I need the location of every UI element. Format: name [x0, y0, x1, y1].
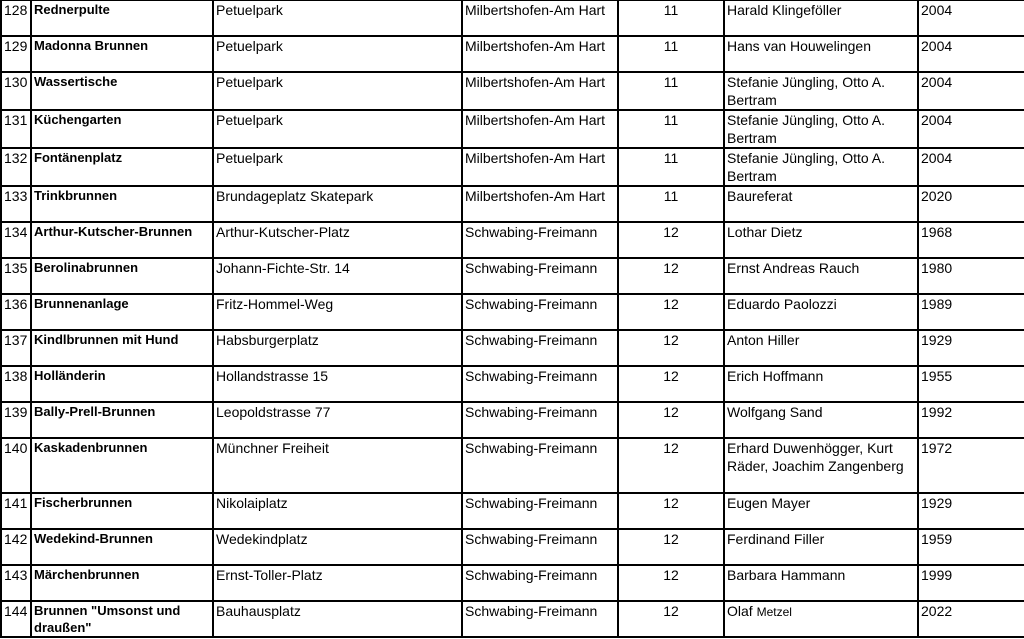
fountain-district: Milbertshofen-Am Hart — [462, 36, 618, 72]
district-number: 11 — [618, 186, 724, 222]
row-number: 137 — [1, 330, 31, 366]
fountain-name: Kaskadenbrunnen — [31, 438, 213, 493]
row-number: 139 — [1, 402, 31, 438]
fountain-district: Schwabing-Freimann — [462, 222, 618, 258]
artist-last-name: Metzel — [756, 605, 792, 619]
fountain-artist: Wolfgang Sand — [724, 402, 918, 438]
row-number: 134 — [1, 222, 31, 258]
fountain-artist: Barbara Hammann — [724, 565, 918, 601]
district-number: 12 — [618, 222, 724, 258]
fountain-artist: Lothar Dietz — [724, 222, 918, 258]
fountain-district: Schwabing-Freimann — [462, 402, 618, 438]
district-number: 12 — [618, 529, 724, 565]
row-number: 136 — [1, 294, 31, 330]
fountain-location: Ernst-Toller-Platz — [213, 565, 462, 601]
district-number: 12 — [618, 366, 724, 402]
district-number: 11 — [618, 148, 724, 186]
fountain-district: Schwabing-Freimann — [462, 601, 618, 637]
table-row — [1, 565, 1024, 601]
fountain-district: Schwabing-Freimann — [462, 529, 618, 565]
fountain-name: Berolinabrunnen — [31, 258, 213, 294]
table-row — [1, 330, 1024, 366]
fountain-year: 1929 — [918, 493, 1024, 529]
fountain-name: Trinkbrunnen — [31, 186, 213, 222]
row-number: 129 — [1, 36, 31, 72]
district-number: 11 — [618, 0, 724, 36]
fountain-artist: Eduardo Paolozzi — [724, 294, 918, 330]
table-row — [1, 601, 1024, 637]
table-row — [1, 294, 1024, 330]
fountain-location: Petuelpark — [213, 72, 462, 110]
fountain-name: Küchengarten — [31, 110, 213, 148]
fountain-artist — [724, 601, 918, 637]
table-row — [1, 438, 1024, 493]
district-number: 11 — [618, 110, 724, 148]
artist-first-name: Olaf — [727, 603, 753, 619]
fountain-artist: Harald Klingeföller — [724, 0, 918, 36]
fountain-year: 1980 — [918, 258, 1024, 294]
fountain-location: Wedekindplatz — [213, 529, 462, 565]
table-row — [1, 36, 1024, 72]
district-number: 12 — [618, 493, 724, 529]
row-number: 138 — [1, 366, 31, 402]
fountain-location: Petuelpark — [213, 36, 462, 72]
fountain-district: Schwabing-Freimann — [462, 294, 618, 330]
fountain-name: Fontänenplatz — [31, 148, 213, 186]
fountain-location: Nikolaiplatz — [213, 493, 462, 529]
fountain-year: 1929 — [918, 330, 1024, 366]
fountain-artist: Hans van Houwelingen — [724, 36, 918, 72]
table-row — [1, 366, 1024, 402]
table-row — [1, 222, 1024, 258]
fountain-year: 2004 — [918, 72, 1024, 110]
row-number: 131 — [1, 110, 31, 148]
fountain-name: Fischerbrunnen — [31, 493, 213, 529]
fountain-artist: Erhard Duwenhögger, Kurt Räder, Joachim Zangenberg — [724, 438, 918, 493]
fountain-year: 2004 — [918, 110, 1024, 148]
fountain-artist: Ernst Andreas Rauch — [724, 258, 918, 294]
fountain-district: Schwabing-Freimann — [462, 438, 618, 493]
fountain-district: Schwabing-Freimann — [462, 258, 618, 294]
table-row — [1, 186, 1024, 222]
fountain-artist: Eugen Mayer — [724, 493, 918, 529]
district-number: 12 — [618, 601, 724, 637]
fountain-artist: Stefanie Jüngling, Otto A. Bertram — [724, 110, 918, 148]
district-number: 12 — [618, 438, 724, 493]
fountain-name: Brunnenanlage — [31, 294, 213, 330]
fountain-artist: Stefanie Jüngling, Otto A. Bertram — [724, 72, 918, 110]
fountain-location: Petuelpark — [213, 0, 462, 36]
row-number: 135 — [1, 258, 31, 294]
fountain-year: 1959 — [918, 529, 1024, 565]
fountain-artist: Stefanie Jüngling, Otto A. Bertram — [724, 148, 918, 186]
fountain-artist: Ferdinand Filler — [724, 529, 918, 565]
fountain-location: Leopoldstrasse 77 — [213, 402, 462, 438]
row-number: 141 — [1, 493, 31, 529]
table-row — [1, 258, 1024, 294]
fountain-year: 2020 — [918, 186, 1024, 222]
fountain-name: Wedekind-Brunnen — [31, 529, 213, 565]
fountain-name: Bally-Prell-Brunnen — [31, 402, 213, 438]
table-row — [1, 72, 1024, 110]
fountain-name: Rednerpulte — [31, 0, 213, 36]
fountain-district: Schwabing-Freimann — [462, 366, 618, 402]
fountain-district: Schwabing-Freimann — [462, 493, 618, 529]
fountain-location: Bauhausplatz — [213, 601, 462, 637]
fountain-location: Johann-Fichte-Str. 14 — [213, 258, 462, 294]
fountain-name: Arthur-Kutscher-Brunnen — [31, 222, 213, 258]
fountain-name: Madonna Brunnen — [31, 36, 213, 72]
table-row — [1, 110, 1024, 148]
table-row — [1, 493, 1024, 529]
fountain-district: Schwabing-Freimann — [462, 330, 618, 366]
fountain-location: Petuelpark — [213, 110, 462, 148]
table-row — [1, 529, 1024, 565]
fountain-district: Milbertshofen-Am Hart — [462, 72, 618, 110]
fountain-district: Milbertshofen-Am Hart — [462, 0, 618, 36]
row-number: 130 — [1, 72, 31, 110]
table-row — [1, 402, 1024, 438]
fountain-name: Holländerin — [31, 366, 213, 402]
fountain-year: 1999 — [918, 565, 1024, 601]
table-row — [1, 0, 1024, 36]
fountain-year: 1968 — [918, 222, 1024, 258]
row-number: 140 — [1, 438, 31, 493]
row-number: 144 — [1, 601, 31, 637]
fountain-year: 2004 — [918, 148, 1024, 186]
row-number: 142 — [1, 529, 31, 565]
fountain-district: Milbertshofen-Am Hart — [462, 148, 618, 186]
district-number: 12 — [618, 565, 724, 601]
fountain-location: Münchner Freiheit — [213, 438, 462, 493]
fountain-location: Hollandstrasse 15 — [213, 366, 462, 402]
row-number: 143 — [1, 565, 31, 601]
district-number: 11 — [618, 36, 724, 72]
fountain-name: Brunnen "Umsonst und draußen" — [31, 601, 213, 637]
fountain-district: Milbertshofen-Am Hart — [462, 186, 618, 222]
district-number: 12 — [618, 258, 724, 294]
fountain-name: Wassertische — [31, 72, 213, 110]
fountain-district: Milbertshofen-Am Hart — [462, 110, 618, 148]
fountain-year: 1955 — [918, 366, 1024, 402]
fountain-year: 2004 — [918, 36, 1024, 72]
fountain-year: 2004 — [918, 0, 1024, 36]
fountain-district: Schwabing-Freimann — [462, 565, 618, 601]
fountain-year: 1972 — [918, 438, 1024, 493]
district-number: 12 — [618, 330, 724, 366]
district-number: 11 — [618, 72, 724, 110]
row-number: 132 — [1, 148, 31, 186]
fountain-artist: Baureferat — [724, 186, 918, 222]
fountain-year: 2022 — [918, 601, 1024, 637]
fountain-location: Brundageplatz Skatepark — [213, 186, 462, 222]
fountain-location: Arthur-Kutscher-Platz — [213, 222, 462, 258]
row-number: 128 — [1, 0, 31, 36]
fountain-name: Märchenbrunnen — [31, 565, 213, 601]
fountain-name: Kindlbrunnen mit Hund — [31, 330, 213, 366]
district-number: 12 — [618, 402, 724, 438]
fountain-location: Petuelpark — [213, 148, 462, 186]
fountain-location: Habsburgerplatz — [213, 330, 462, 366]
fountain-artist: Erich Hoffmann — [724, 366, 918, 402]
table-row — [1, 148, 1024, 186]
fountain-location: Fritz-Hommel-Weg — [213, 294, 462, 330]
district-number: 12 — [618, 294, 724, 330]
row-number: 133 — [1, 186, 31, 222]
fountain-year: 1992 — [918, 402, 1024, 438]
fountain-year: 1989 — [918, 294, 1024, 330]
fountain-artist: Anton Hiller — [724, 330, 918, 366]
